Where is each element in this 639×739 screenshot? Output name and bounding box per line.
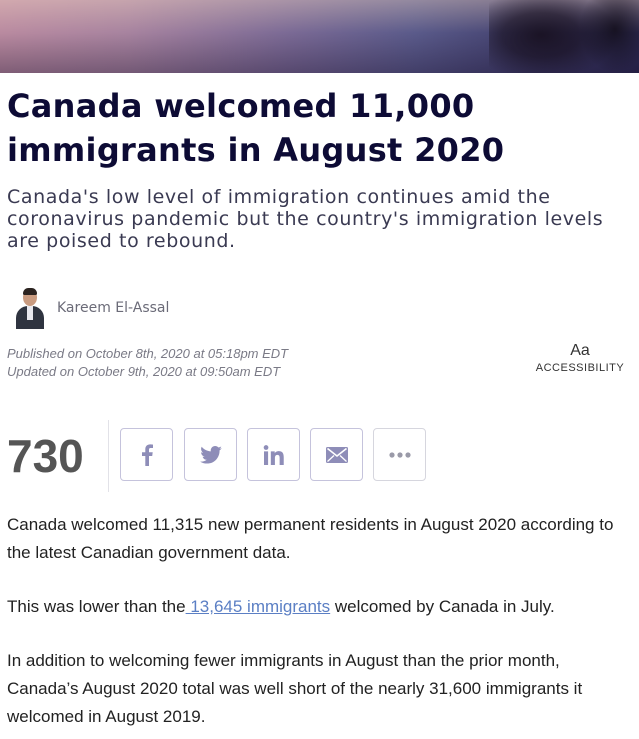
updated-date: Updated on October 9th, 2020 at 09:50am EDT <box>7 364 281 379</box>
email-share-button[interactable] <box>310 428 363 481</box>
article-paragraph-2 <box>7 593 627 621</box>
article-dates <box>7 345 288 381</box>
article-subtitle: Canada's low level of immigration continues amid the coronavirus pandemic but the country's immigration levels are poised to rebound. <box>7 186 604 252</box>
share-divider <box>108 420 109 492</box>
share-count: 730 <box>7 430 84 482</box>
facebook-share-button[interactable] <box>120 428 173 481</box>
linkedin-share-button[interactable] <box>247 428 300 481</box>
hero-foliage-edge <box>579 0 639 73</box>
accessibility-label: ACCESSIBILITY <box>535 362 625 374</box>
more-icon <box>388 452 412 458</box>
article-paragraph-1: Canada welcomed 11,315 new permanent residents in August 2020 according to the latest Canadian government data. <box>7 515 614 562</box>
facebook-icon <box>140 444 154 466</box>
author-name-link[interactable]: Kareem El-Assal <box>57 300 170 316</box>
immigrants-july-link[interactable]: 13,645 immigrants <box>185 597 331 616</box>
author-avatar[interactable] <box>14 287 46 329</box>
published-date: Published on October 8th, 2020 at 05:18pm EDT <box>7 346 289 361</box>
more-share-options-button[interactable] <box>373 428 426 481</box>
article-title: Canada welcomed 11,000 immigrants in August 2020 <box>7 87 505 169</box>
mail-icon <box>326 447 348 463</box>
accessibility-button[interactable] <box>535 342 625 374</box>
linkedin-icon <box>263 445 285 465</box>
text-size-icon: Aa <box>570 342 590 359</box>
paragraph-text: This was lower than the <box>7 597 186 616</box>
hero-banner-image <box>0 0 639 73</box>
article-paragraph-3: In addition to welcoming fewer immigrants in August than the prior month, Canada’s August 2020 total was well short of the nearly 31,600 immigrants it welcomed in August 2019. <box>7 651 583 726</box>
twitter-icon <box>200 446 222 464</box>
share-bar <box>7 420 627 492</box>
author-byline <box>14 286 169 330</box>
paragraph-text: welcomed by Canada in July. <box>330 597 555 616</box>
twitter-share-button[interactable] <box>184 428 237 481</box>
